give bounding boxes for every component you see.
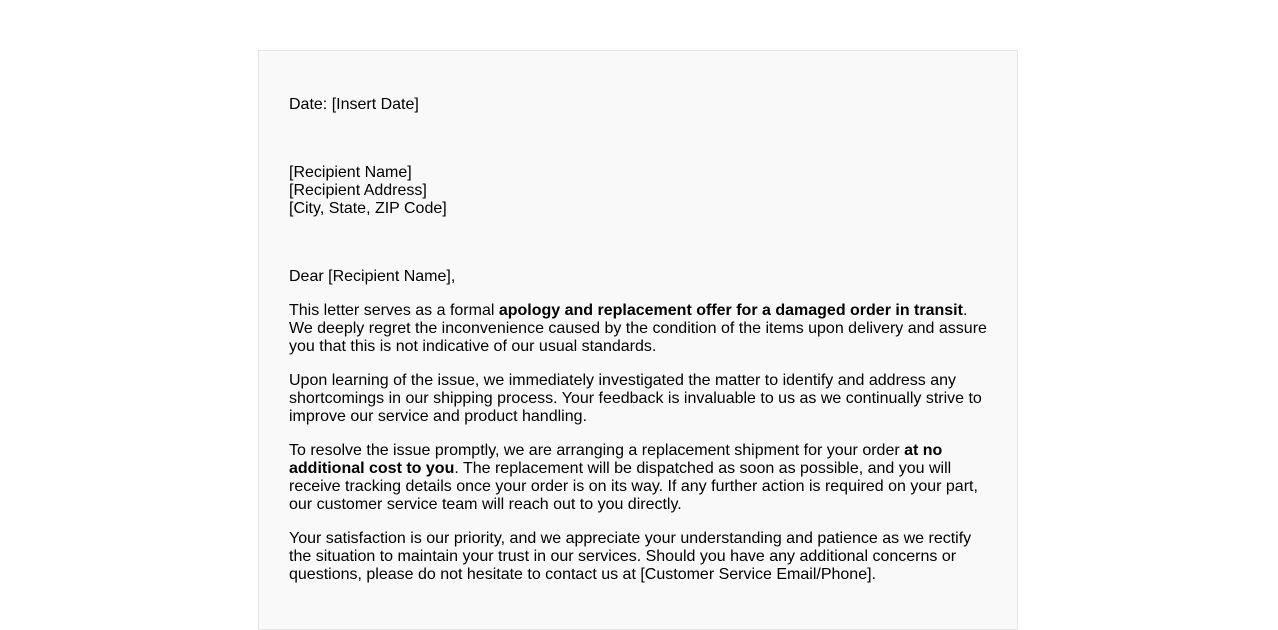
salutation: Dear [Recipient Name], <box>289 268 456 285</box>
paragraph-replacement-bold: at no additional cost to you <box>289 442 943 477</box>
recipient-address-block <box>289 164 987 218</box>
paragraph-apology-bold: apology and replacement offer for a damaged order in transit <box>498 302 963 319</box>
date-line: Date: [Insert Date] <box>289 96 419 113</box>
paragraph-replacement <box>289 442 987 514</box>
recipient-address: [Recipient Address] <box>289 182 427 199</box>
paragraph-replacement-start: To resolve the issue promptly, we are arranging a replacement shipment for your order <box>289 442 905 459</box>
paragraph-apology-end: . We deeply regret the inconvenience caused by the condition of the items upon delivery and assure you that this is not indicative of our usual standards. <box>289 302 987 355</box>
paragraph-apology <box>289 302 987 356</box>
recipient-city-line: [City, State, ZIP Code] <box>289 200 447 217</box>
letter-body <box>289 96 987 584</box>
recipient-name: [Recipient Name] <box>289 164 412 181</box>
paragraph-apology-start: This letter serves as a formal <box>289 302 499 319</box>
paragraph-replacement-end: . The replacement will be dispatched as soon as possible, and you will receive tracking details once your order is on its way. If any further action is required on your part, our customer service team will reach out to you directly. <box>289 460 978 513</box>
paragraph-investigation: Upon learning of the issue, we immediately investigated the matter to identify and address any shortcomings in our shipping process. Your feedback is invaluable to us as we continually strive to improve our service and product handling. <box>289 372 982 425</box>
paragraph-satisfaction: Your satisfaction is our priority, and we appreciate your understanding and patience as we rectify the situation to maintain your trust in our services. Should you have any additional concerns or questions, please do not hesitate to contact us at [Customer Service Email/Phone]. <box>289 530 972 583</box>
letter-page <box>258 50 1018 630</box>
